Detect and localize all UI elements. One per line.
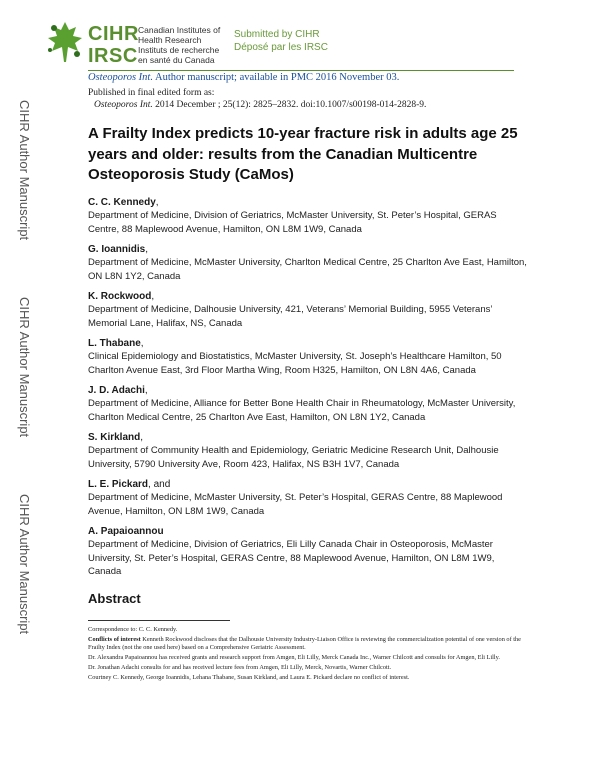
logo-french-name: Instituts de recherche en santé du Canada [138, 45, 220, 65]
correspondence-note: Correspondence to: C. C. Kennedy. [88, 626, 178, 633]
submitted-by: Submitted by CIHR Déposé par les IRSC [234, 29, 328, 53]
author-block: G. Ioannidis, Department of Medicine, McMaster University, Charlton Medical Centre, 25 Charlton Ave East, Hamilton, ON L8N 1Y2, Canada [88, 244, 527, 282]
author-name: G. Ioannidis [88, 244, 146, 255]
author-affiliation: Department of Medicine, Alliance for Better Bone Health Chair in Rheumatology, McMaster University, Charlton Medical Centre, 25 Charlton Ave East, Hamilton, ON L8N 1Y2, Canada [88, 398, 516, 423]
side-banner: CIHR Author Manuscript [17, 100, 32, 241]
disclosure-note: Dr. Alexandra Papaioannou has received grants and research support from Amgen, Eli Lilly, Merck Canada Inc., Warner Chilcott and consults for Amgen, Eli Lilly. [88, 654, 500, 662]
author-affiliation: Department of Medicine, Dalhousie University, 421, Veterans’ Memorial Building, 5955 Veterans’ Memorial Lane, Halifax, NS, Canada [88, 304, 493, 329]
header-divider [88, 70, 514, 71]
author-block: L. Thabane, Clinical Epidemiology and Biostatistics, McMaster University, St. Joseph’s Healthcare Hamilton, 50 Charlton Avenue East, 3rd Floor Martha Wing, Room H325, Hamilton, ON L8N 4A6, Canada [88, 337, 528, 377]
author-affiliation: Department of Medicine, Division of Geriatrics, McMaster University, St. Peter’s Hospital, GERAS Centre, 88 Maplewood Avenue, Hamilton, ON L8M 1W9, Canada [88, 210, 497, 235]
author-affiliation: Department of Community Health and Epidemiology, Geriatric Medicine Research Unit, Dalhousie University, 5790 University Ave, Room 423, Halifax, NS B3H 1V7, Canada [88, 445, 499, 470]
author-name: S. Kirkland [88, 432, 141, 443]
author-affiliation: Department of Medicine, McMaster University, Charlton Medical Centre, 25 Charlton Ave East, Hamilton, ON L8N 1Y2, Canada [88, 257, 527, 282]
manuscript-availability-note[interactable]: Osteoporos Int. Author manuscript; available in PMC 2016 November 03. [88, 72, 400, 83]
logo-cihr-text: CIHR [88, 23, 139, 45]
conflict-of-interest-note: Conflicts of interest Kenneth Rockwood discloses that the Dalhousie University Industry-Liaison Office is reviewing the commercialization potential of one version of the Frailty Index (not the one used here) based on a Comprehensive Geriatric Assessment. [88, 635, 521, 652]
disclosure-note: Courtney C. Kennedy, George Ioannidis, Lehana Thabane, Susan Kirkland, and Laura E. Pickard declare no conflict of interest. [88, 673, 410, 681]
paper-title: A Frailty Index predicts 10-year fracture risk in adults age 25 years and older: results from the Canadian Multicentre Osteoporosis Study (CaMos) [88, 125, 518, 183]
abstract-heading: Abstract [88, 591, 141, 606]
author-name: C. C. Kennedy [88, 197, 156, 208]
author-affiliation: Department of Medicine, Division of Geriatrics, Eli Lilly Canada Chair in Osteoporosis, McMaster University, St. Peter’s Hospital, GERAS Centre, 88 Maplewood Avenue, Hamilton, ON L8M 1W9, Canada [88, 539, 495, 577]
author-name: L. Thabane [88, 338, 141, 349]
author-block: C. C. Kennedy, Department of Medicine, Division of Geriatrics, McMaster University, St. Peter’s Hospital, GERAS Centre, 88 Maplewood Avenue, Hamilton, ON L8M 1W9, Canada [88, 196, 528, 236]
author-affiliation: Department of Medicine, McMaster University, St. Peter’s Hospital, GERAS Centre, 88 Maplewood Avenue, Hamilton, ON L8M 1W9, Canada [88, 492, 503, 517]
author-block [88, 525, 528, 579]
disclosure-note: Dr. Jonathan Adachi consults for and has received lecture fees from Amgen, Eli Lilly, Merck, Novartis, Warner Chilcott. [88, 663, 392, 671]
author-name: J. D. Adachi [88, 385, 145, 396]
author-block: K. Rockwood, Department of Medicine, Dalhousie University, 421, Veterans’ Memorial Building, 5955 Veterans’ Memorial Lane, Halifax, NS, Canada [88, 290, 528, 330]
author-name: L. E. Pickard [88, 479, 149, 490]
author-block: J. D. Adachi, Department of Medicine, Alliance for Better Bone Health Chair in Rheumatology, McMaster University, Charlton Medical Centre, 25 Charlton Ave East, Hamilton, ON L8N 1Y2, Canada [88, 384, 528, 424]
publication-info: Published in final edited form as: Osteoporos Int. 2014 December ; 25(12): 2825–2832. doi:10.1007/s00198-014-2828-9. [88, 88, 427, 110]
maple-leaf-logo-icon [44, 20, 86, 64]
logo-english-name: Canadian Institutes of Health Research [138, 25, 221, 45]
author-name: A. Papaioannou [88, 526, 164, 537]
author-affiliation: Clinical Epidemiology and Biostatistics, McMaster University, St. Joseph’s Healthcare Hamilton, 50 Charlton Avenue East, 3rd Floor Martha Wing, Room H325, Hamilton, ON L8N 4A6, Canada [88, 351, 502, 376]
author-name: K. Rockwood [88, 291, 152, 302]
author-block: L. E. Pickard, and Department of Medicine, McMaster University, St. Peter’s Hospital, GERAS Centre, 88 Maplewood Avenue, Hamilton, ON L8M 1W9, Canada [88, 478, 528, 518]
side-banner: CIHR Author Manuscript [17, 297, 32, 438]
author-block: S. Kirkland, Department of Community Health and Epidemiology, Geriatric Medicine Research Unit, Dalhousie University, 5790 University Ave, Room 423, Halifax, NS B3H 1V7, Canada [88, 431, 528, 471]
author-list [88, 196, 528, 586]
side-banner: CIHR Author Manuscript [17, 494, 32, 635]
footnotes [88, 626, 524, 684]
footnote-divider [88, 620, 230, 621]
logo-irsc-text: IRSC [88, 45, 138, 67]
